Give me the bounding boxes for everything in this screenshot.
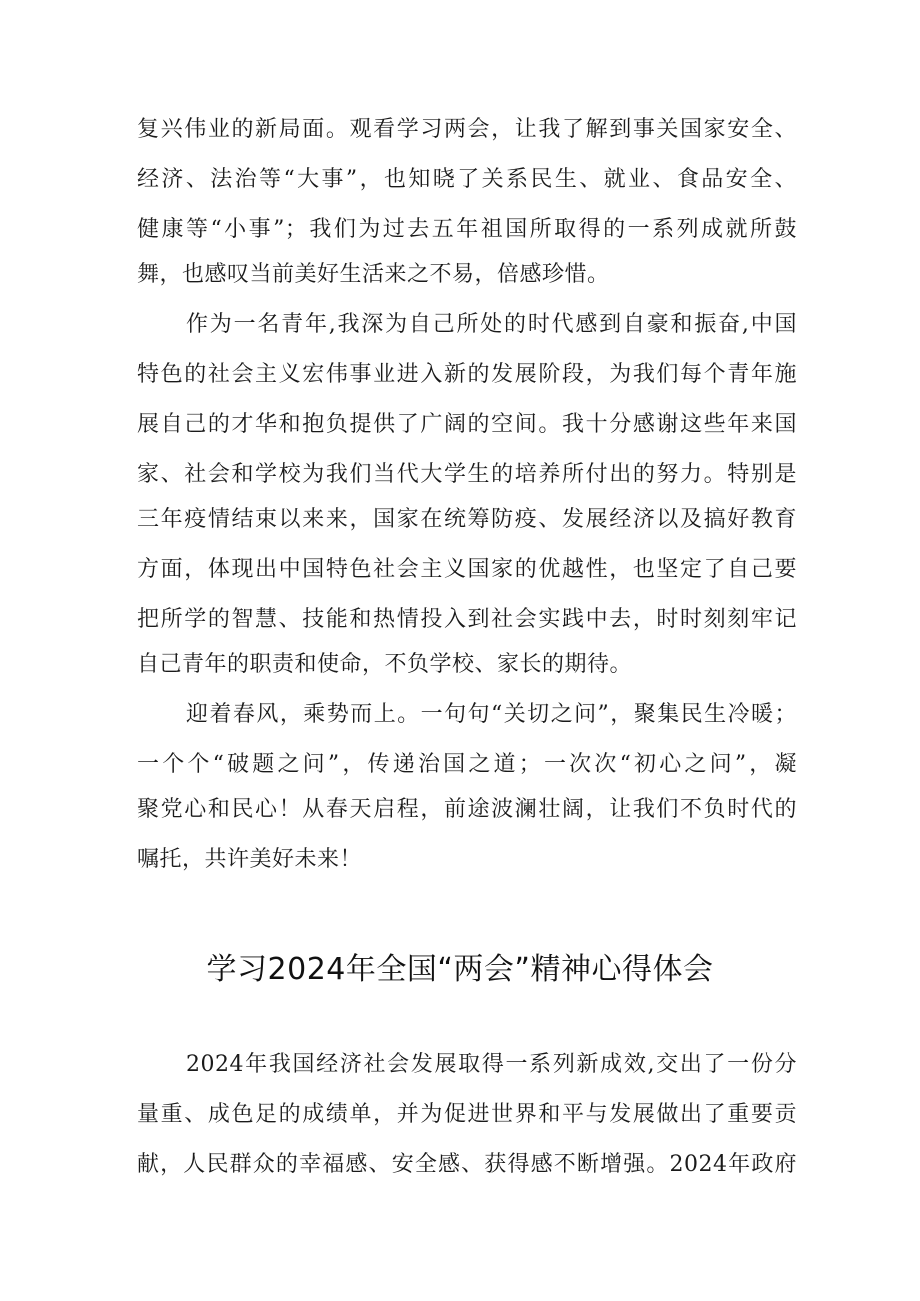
paragraph-3-line-1: 迎着春风，乘势而上。一句句“关切之问”，聚集民生冷暖；	[186, 702, 797, 727]
paragraph-4-line-2: 量重、成色足的成绩单，并为促进世界和平与发展做出了重要贡	[137, 1102, 797, 1127]
paragraph-3-line-4: 嘱托，共许美好未来！	[137, 847, 363, 872]
paragraph-3-line-2: 一个个“破题之问”，传递治国之道；一次次“初心之问”，凝	[137, 752, 797, 777]
document-title: 学习2024年全国“两会”精神心得体会	[206, 952, 714, 987]
paragraph-4-line-1: 2024年我国经济社会发展取得一系列新成效,交出了一份分	[186, 1052, 797, 1077]
paragraph-2-line-2: 特色的社会主义宏伟事业进入新的发展阶段，为我们每个青年施	[137, 362, 797, 387]
paragraph-2-line-3: 展自己的才华和抱负提供了广阔的空间。我十分感谢这些年来国	[137, 412, 797, 437]
paragraph-2-line-8: 自己青年的职责和使命，不负学校、家长的期待。	[137, 652, 633, 677]
paragraph-2-line-6: 方面，体现出中国特色社会主义国家的优越性，也坚定了自己要	[137, 557, 797, 582]
paragraph-1-line-4: 舞，也感叹当前美好生活来之不易，倍感珍惜。	[137, 262, 610, 287]
paragraph-2-line-7: 把所学的智慧、技能和热情投入到社会实践中去，时时刻刻牢记	[137, 607, 797, 632]
paragraph-2-line-1: 作为一名青年,我深为自己所处的时代感到自豪和振奋,中国	[186, 312, 797, 337]
paragraph-1-line-1: 复兴伟业的新局面。观看学习两会，让我了解到事关国家安全、	[137, 117, 797, 142]
paragraph-4-line-3: 献，人民群众的幸福感、安全感、获得感不断增强。2024年政府	[137, 1152, 797, 1177]
paragraph-2-line-4: 家、社会和学校为我们当代大学生的培养所付出的努力。特别是	[137, 462, 797, 487]
paragraph-3-line-3: 聚党心和民心！从春天启程，前途波澜壮阔，让我们不负时代的	[137, 797, 797, 822]
paragraph-1-line-2: 经济、法治等“大事”，也知晓了关系民生、就业、食品安全、	[137, 167, 797, 192]
paragraph-2-line-5: 三年疫情结束以来来，国家在统筹防疫、发展经济以及搞好教育	[137, 507, 797, 532]
paragraph-1-line-3: 健康等“小事”；我们为过去五年祖国所取得的一系列成就所鼓	[137, 217, 797, 242]
